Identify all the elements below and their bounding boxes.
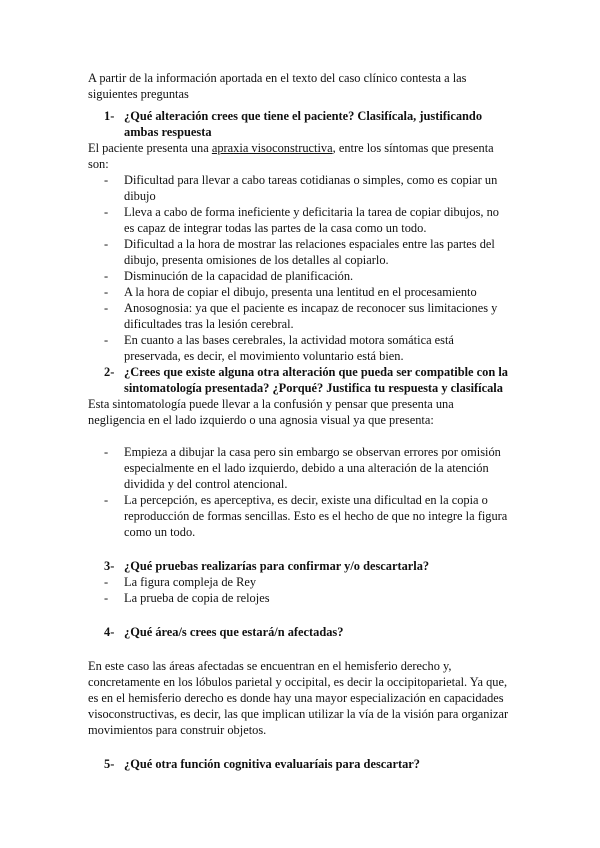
question-5-number: 5- bbox=[104, 757, 115, 771]
intro-paragraph: A partir de la información aportada en el texto del caso clínico contesta a las siguientes preguntas bbox=[88, 71, 467, 101]
list-item-text: En cuanto a las bases cerebrales, la actividad motora somática está preservada, es decir, el movimiento voluntario está bien. bbox=[124, 333, 454, 363]
list-item-text: Dificultad para llevar a cabo tareas cotidianas o simples, como es copiar un dibujo bbox=[124, 173, 498, 203]
list-item bbox=[88, 590, 512, 606]
question-4 bbox=[88, 624, 512, 640]
dash-bullet: - bbox=[104, 205, 109, 219]
question-3 bbox=[88, 558, 512, 574]
list-item bbox=[88, 284, 512, 300]
question-1-text: ¿Qué alteración crees que tiene el paciente? Clasifícala, justificando ambas respuesta bbox=[124, 109, 483, 139]
answer-3-list bbox=[88, 574, 512, 606]
list-item bbox=[88, 300, 512, 332]
question-2 bbox=[88, 364, 512, 396]
list-item bbox=[88, 332, 512, 364]
list-item-text: Dificultad a la hora de mostrar las relaciones espaciales entre las partes del dibujo, presenta omisiones de los detalles al copiarlo. bbox=[124, 237, 495, 267]
answer-4-paragraph: En este caso las áreas afectadas se encuentran en el hemisferio derecho y, concretamente en los lóbulos parietal y occipital, es decir la occipitoparietal. Ya que, es en el hemisferio derecho es donde hay una mayor especialización en capacidades visoconstructivas, es decir, las que implican utilizar la vía de la visión para organizar movimientos para construir objetos. bbox=[88, 659, 509, 737]
dash-bullet: - bbox=[104, 591, 109, 605]
list-item-text: Anosognosia: ya que el paciente es incapaz de reconocer sus limitaciones y dificultades tras la lesión cerebral. bbox=[124, 301, 498, 331]
question-3-text: ¿Qué pruebas realizarías para confirmar y/o descartarla? bbox=[124, 559, 430, 573]
list-item-text: Disminución de la capacidad de planificación. bbox=[124, 269, 354, 283]
blank-line bbox=[88, 540, 512, 558]
list-item-text: La figura compleja de Rey bbox=[124, 575, 257, 589]
answer-1-lead bbox=[88, 140, 512, 172]
answer-1-lead-before: El paciente presenta una bbox=[88, 141, 212, 155]
list-item bbox=[88, 268, 512, 284]
list-item bbox=[88, 444, 512, 492]
list-item bbox=[88, 574, 512, 590]
dash-bullet: - bbox=[104, 269, 109, 283]
blank-line bbox=[88, 606, 512, 624]
list-item bbox=[88, 236, 512, 268]
dash-bullet: - bbox=[104, 285, 109, 299]
question-4-number: 4- bbox=[104, 625, 115, 639]
answer-2-list bbox=[88, 444, 512, 540]
dash-bullet: - bbox=[104, 301, 109, 315]
answer-1-lead-after: , entre los síntomas que presenta son: bbox=[88, 141, 494, 171]
question-1 bbox=[88, 108, 512, 140]
dash-bullet: - bbox=[104, 333, 109, 347]
question-1-number: 1- bbox=[104, 109, 115, 123]
question-2-text: ¿Crees que existe alguna otra alteración que pueda ser compatible con la sintomatología presentada? ¿Porqué? Justifica tu respuesta y clasifícala bbox=[124, 365, 508, 395]
blank-line bbox=[88, 640, 512, 658]
question-2-number: 2- bbox=[104, 365, 115, 379]
list-item-text: A la hora de copiar el dibujo, presenta una lentitud en el procesamiento bbox=[124, 285, 477, 299]
question-3-number: 3- bbox=[104, 559, 115, 573]
answer-1-lead-term: apraxia visoconstructiva bbox=[211, 141, 333, 155]
list-item-text: Empieza a dibujar la casa pero sin embargo se observan errores por omisión especialmente en el lado izquierdo, debido a una alteración de la atención dividida y del control atencional. bbox=[124, 445, 501, 491]
list-item bbox=[88, 172, 512, 204]
dash-bullet: - bbox=[104, 493, 109, 507]
answer-1-list bbox=[88, 172, 512, 364]
blank-line bbox=[88, 738, 512, 756]
list-item-text: La prueba de copia de relojes bbox=[124, 591, 270, 605]
question-5-text: ¿Qué otra función cognitiva evaluaríais para descartar? bbox=[124, 757, 420, 771]
question-4-text: ¿Qué área/s crees que estará/n afectadas? bbox=[124, 625, 344, 639]
list-item bbox=[88, 204, 512, 236]
dash-bullet: - bbox=[104, 445, 109, 459]
dash-bullet: - bbox=[104, 237, 109, 251]
blank-line bbox=[88, 428, 512, 444]
dash-bullet: - bbox=[104, 575, 109, 589]
question-5 bbox=[88, 756, 512, 772]
list-item bbox=[88, 492, 512, 540]
list-item-text: La percepción, es aperceptiva, es decir, existe una dificultad en la copia o reproducción de formas sencillas. Esto es el hecho de que no integre la figura como un todo. bbox=[124, 493, 508, 539]
list-item-text: Lleva a cabo de forma ineficiente y deficitaria la tarea de copiar dibujos, no es capaz de integrar todas las partes de la casa como un todo. bbox=[124, 205, 499, 235]
answer-2-lead: Esta sintomatología puede llevar a la confusión y pensar que presenta una negligencia en el lado izquierdo o una agnosia visual ya que presenta: bbox=[88, 397, 454, 427]
dash-bullet: - bbox=[104, 173, 109, 187]
